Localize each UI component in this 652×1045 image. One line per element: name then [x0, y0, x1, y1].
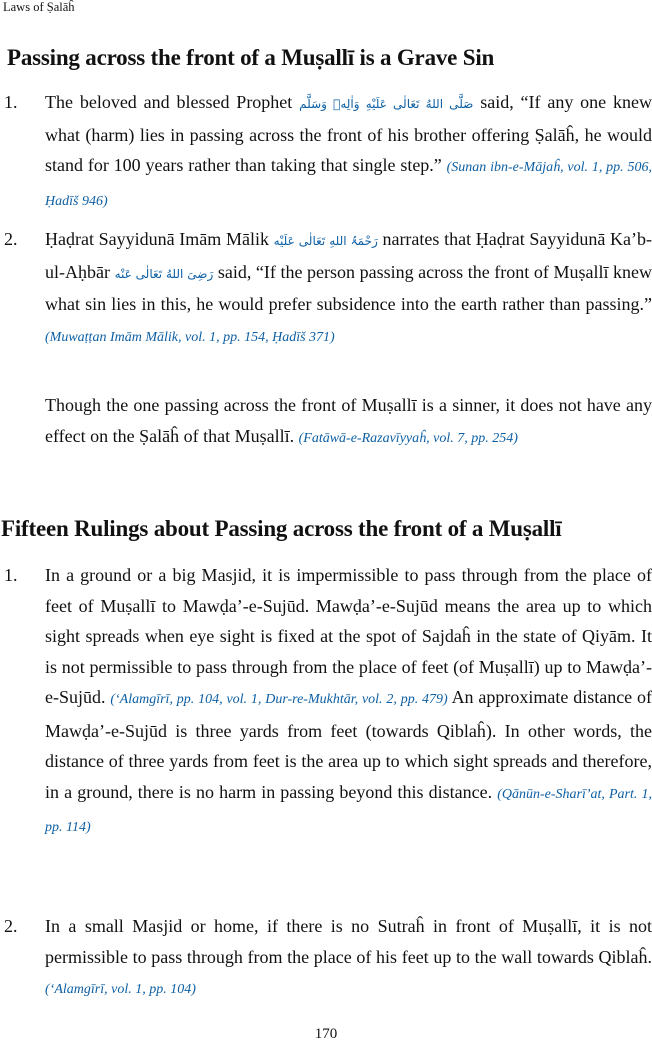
reference: (Muwaṭṭan Imām Mālik, vol. 1, pp. 154, Ḥadīš 371): [45, 329, 335, 345]
item-number: 1.: [4, 92, 18, 112]
invocation-calligraphy: رَضِیَ اللهُ تَعَالٰی عَنْه: [114, 266, 214, 281]
list-item: [0, 87, 652, 217]
list-item: [0, 560, 652, 844]
running-head: Laws of Ṣalāĥ: [3, 0, 75, 14]
reference: (Fatāwā-e-Razavīyyaĥ, vol. 7, pp. 254): [298, 430, 518, 446]
reference: (Sunan ibn-e-Mājaĥ, vol. 1, pp. 506, Ḥadīš 946): [45, 160, 652, 209]
item-text: The beloved and blessed Prophet صَلَّی اللهُ تَعَالٰی عَلَیْهِ وَاٰلِهٖ وَسَلَّم said, “If any one knew what (harm) lies in passing across the front of his brother offering Ṣalāĥ, he would stand for 100 years rather than taking that single step.” (Sunan ibn-e-Mājaĥ, vol. 1, pp. 506, Ḥadīš 946): [45, 92, 652, 209]
reference: (‘Alamgīrī, pp. 104, vol. 1, Dur-re-Mukhtār, vol. 2, pp. 479): [110, 692, 448, 707]
item-number: 2.: [4, 916, 18, 936]
invocation-calligraphy: رَحْمَۃُ اللهِ تَعَالٰی عَلَیْه: [273, 234, 378, 248]
paragraph: [0, 390, 652, 454]
item-text: In a small Masjid or home, if there is no Sutraĥ in front of Muṣallī, it is not permissible to pass through from the place of his feet up to the wall towards Qiblaĥ. (‘Alamgīrī, vol. 1, pp. 104): [45, 916, 652, 997]
reference: (Qānūn-e-Sharī’at, Part. 1, pp. 114): [45, 786, 652, 835]
item-text: In a ground or a big Masjid, it is impermissible to pass through from the place of feet of Muṣallī to Mawḍa’-e-Sujūd. Mawḍa’-e-Sujūd means the area up to which sight spreads when eye sight is fixed at the spot of Sajdaĥ in the state of Qiyām. It is not permissible to pass through from the place of feet (of Muṣallī) up to Mawḍa’-e-Sujūd. (‘Alamgīrī, pp. 104, vol. 1, Dur-re-Mukhtār, vol. 2, pp. 479) An approximate distance of Mawḍa’-e-Sujūd is three yards from feet (towards Qiblaĥ). In other words, the distance of three yards from feet is the area up to which sight spreads and therefore, in a ground, there is no harm in passing beyond this distance. (Qānūn-e-Sharī’at, Part. 1, pp. 114): [45, 565, 652, 835]
list-item: [0, 224, 652, 353]
reference: (‘Alamgīrī, vol. 1, pp. 104): [45, 982, 196, 997]
section-heading-fifteen-rulings: Fifteen Rulings about Passing across the front of a Muṣallī: [1, 516, 562, 541]
item-number: 2.: [4, 229, 18, 249]
salutation-calligraphy: صَلَّی اللهُ تَعَالٰی عَلَیْهِ وَاٰلِهٖ وَسَلَّم: [299, 97, 474, 111]
section-heading-grave-sin: Passing across the front of a Muṣallī is a Grave Sin: [7, 45, 495, 70]
list-item: [0, 911, 652, 1006]
item-text: Ḥaḍrat Sayyidunā Imām Mālik رَحْمَۃُ اللهِ تَعَالٰی عَلَیْه narrates that Ḥaḍrat Sayyidunā Ka’b-ul-Aḥbār رَضِیَ اللهُ تَعَالٰی عَنْه said, “If the person passing across the front of Muṣallī knew what sin lies in this, he would prefer subsidence into the earth rather than passing.” (Muwaṭṭan Imām Mālik, vol. 1, pp. 154, Ḥadīš 371): [45, 229, 652, 345]
paragraph-text: Though the one passing across the front of Muṣallī is a sinner, it does not have any effect on the Ṣalāĥ of that Muṣallī. (Fatāwā-e-Razavīyyaĥ, vol. 7, pp. 254): [45, 395, 652, 446]
item-number: 1.: [4, 565, 18, 585]
page-number: 170: [314, 1026, 338, 1042]
